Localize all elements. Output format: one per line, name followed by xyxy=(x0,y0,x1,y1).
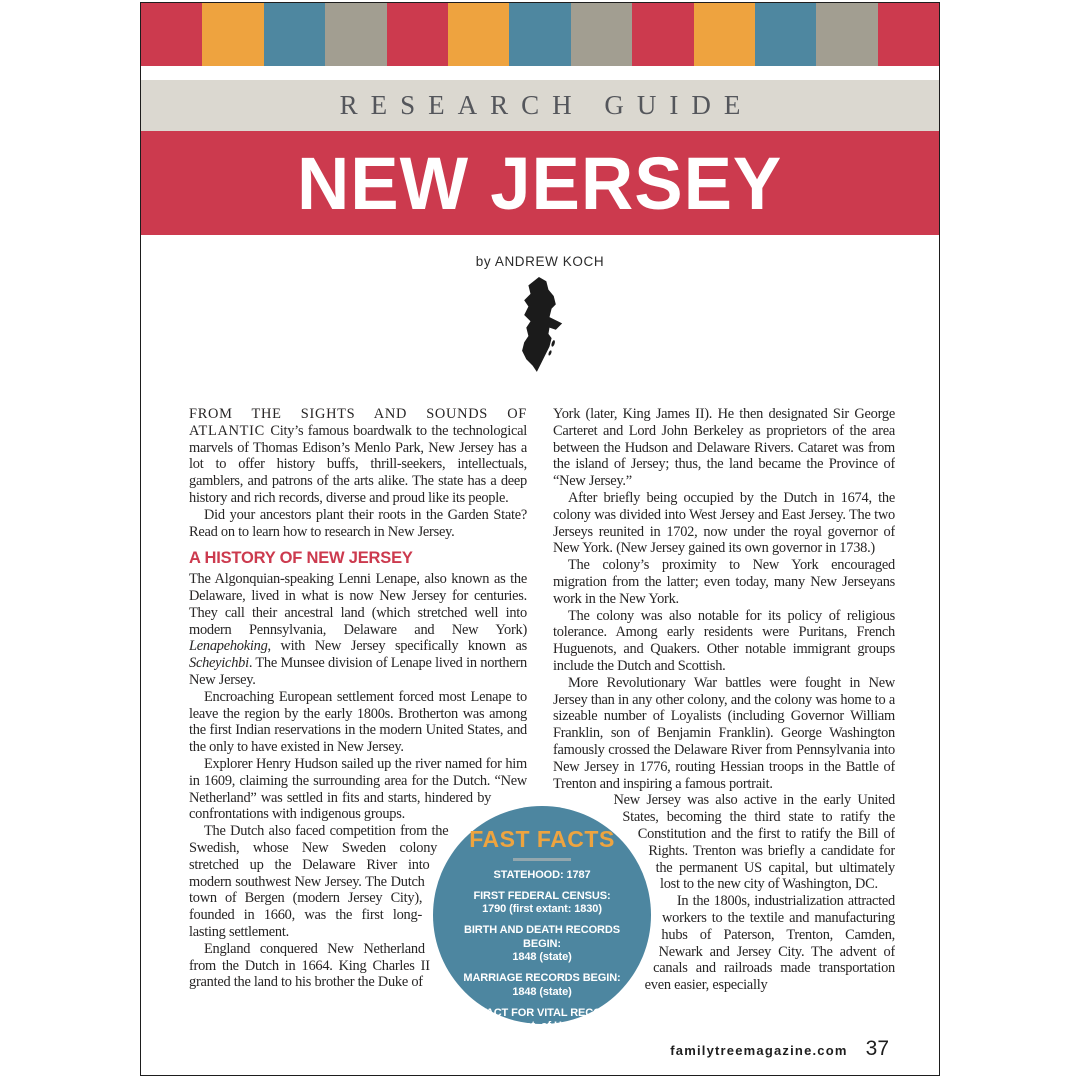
fast-fact-item: STATEHOOD: 1787 xyxy=(493,868,591,881)
fast-fact-item: CONTACT FOR VITAL RECORDS: NJ Dept. of Health, Office of Vital Statistics and Registry xyxy=(455,1006,629,1059)
color-strip-block xyxy=(141,3,202,66)
title-band xyxy=(141,131,939,235)
paragraph: Explorer Henry Hudson sailed up the river named for him in 1609, claiming the surrounding area for the Dutch. “New Netherland” was settled in fits and starts, hindered by confrontations with indigenous groups. xyxy=(189,755,527,823)
kicker-band xyxy=(141,80,939,131)
page-title: NEW JERSEY xyxy=(297,141,783,225)
color-strip-block xyxy=(264,3,325,66)
footer-site-url: familytreemagazine.com xyxy=(670,1043,848,1058)
paragraph: FROM THE SIGHTS AND SOUNDS OF ATLANTIC City’s famous boardwalk to the technological marvels of Thomas Edison’s Menlo Park, New Jersey has a lot to offer history buffs, thrill-seekers, intellectuals, gamblers, and patrons of the arts alike. The state has a deep history and rich records, diverse and proud like its people. xyxy=(189,406,527,506)
paragraph: Encroaching European settlement forced most Lenape to leave the region by the early 1800s. Brotherton was among the first Indian reservations in the modern United States, and the only to have existed in New Jersey. xyxy=(189,688,527,756)
color-strip-block xyxy=(816,3,877,66)
color-strip-block xyxy=(202,3,263,66)
paragraph: In the 1800s, industrialization attracted workers to the textile and manufacturing hubs of Paterson, Trenton, Camden, Newark and Jersey City. The advent of canals and railroads made transportation even easier, especially xyxy=(644,893,895,994)
fast-fact-item: MARRIAGE RECORDS BEGIN: 1848 (state) xyxy=(463,972,621,998)
paragraph: The colony was also notable for its policy of religious tolerance. Among early residents were Puritans, French Huguenots, and Quakers. Other notable immigrant groups include the Dutch and Scottish. xyxy=(553,607,895,674)
paragraph: Did your ancestors plant their roots in the Garden State? Read on to learn how to research in New Jersey. xyxy=(189,506,527,540)
color-strip-block xyxy=(387,3,448,66)
paragraph: England conquered New Netherland from the Dutch in 1664. King Charles II granted the land to his brother the Duke of xyxy=(189,940,430,991)
color-strip-block xyxy=(448,3,509,66)
fast-facts-list xyxy=(433,869,651,1061)
paragraph: The colony’s proximity to New York encouraged migration from the latter; even today, many New Jerseyans work in the New York. xyxy=(553,557,895,607)
color-strip-block xyxy=(878,3,939,66)
footer-page-number: 37 xyxy=(865,1037,889,1060)
color-strip-block xyxy=(755,3,816,66)
paragraph: The Dutch also faced competition from the Swedish, whose New Sweden colony stretched up the Delaware River into modern southwest New Jersey. The Dutch town of Bergen (modern Jersey City), founded in 1660, was the first long-lasting settlement. xyxy=(189,823,449,940)
paragraph: After briefly being occupied by the Dutch in 1674, the colony was divided into West Jersey and East Jersey. The two Jerseys reunited in 1702, now under the royal governor of New York. (New Jersey gained its own governor in 1738.) xyxy=(553,489,895,557)
color-strip-block xyxy=(509,3,570,66)
page-footer xyxy=(670,1037,889,1061)
fast-fact-item: BIRTH AND DEATH RECORDS BEGIN: 1848 (state) xyxy=(464,924,620,963)
paragraph: More Revolutionary War battles were fought in New Jersey than in any other colony, and the colony was home to a sizeable number of Loyalists (including Governor William Franklin, son of Benjamin Franklin). George Washington famously crossed the Delaware River from Pennsylvania into New Jersey in 1776, routing Hessian troops in the Battle of Trenton and inspiring a famous portrait. xyxy=(553,674,895,792)
new-jersey-silhouette-icon xyxy=(513,277,567,374)
color-strip-block xyxy=(632,3,693,66)
kicker-text: RESEARCH GUIDE xyxy=(339,90,754,120)
color-strip-block xyxy=(325,3,386,66)
paragraph: New Jersey was also active in the early United States, becoming the third state to ratify the Constitution and the first to ratify the Bill of Rights. Trenton was briefly a candidate for the permanent US capital, but ultimately lost to the new city of Washington, DC. xyxy=(613,792,895,893)
color-strip xyxy=(141,3,939,66)
fast-facts-divider xyxy=(513,858,571,861)
color-strip-block xyxy=(694,3,755,66)
fast-facts-title: FAST FACTS xyxy=(469,826,615,852)
paragraph: York (later, King James II). He then designated Sir George Carteret and Lord John Berkeley as proprietors of the area between the Hudson and Delaware Rivers. Cataret was from the island of Jersey; thus, the land became the Province of “New Jersey.” xyxy=(553,406,895,490)
byline: by ANDREW KOCH xyxy=(475,254,605,269)
fast-fact-item: FIRST FEDERAL CENSUS: 1790 (first extant: 1830) xyxy=(473,889,611,915)
color-strip-block xyxy=(571,3,632,66)
section-heading: A HISTORY OF NEW JERSEY xyxy=(189,549,413,568)
paragraph: The Algonquian-speaking Lenni Lenape, also known as the Delaware, lived in what is now New Jersey for centuries. They call their ancestral land (which stretched well into modern Pennsylvania, Delaware and New York) Lenapehoking, with New Jersey specifically known as Scheyichbi. The Munsee division of Lenape lived in northern New Jersey. xyxy=(189,571,527,688)
magazine-page xyxy=(140,2,940,1076)
fast-facts-circle xyxy=(433,806,651,1059)
state-silhouette-wrap xyxy=(141,277,939,374)
